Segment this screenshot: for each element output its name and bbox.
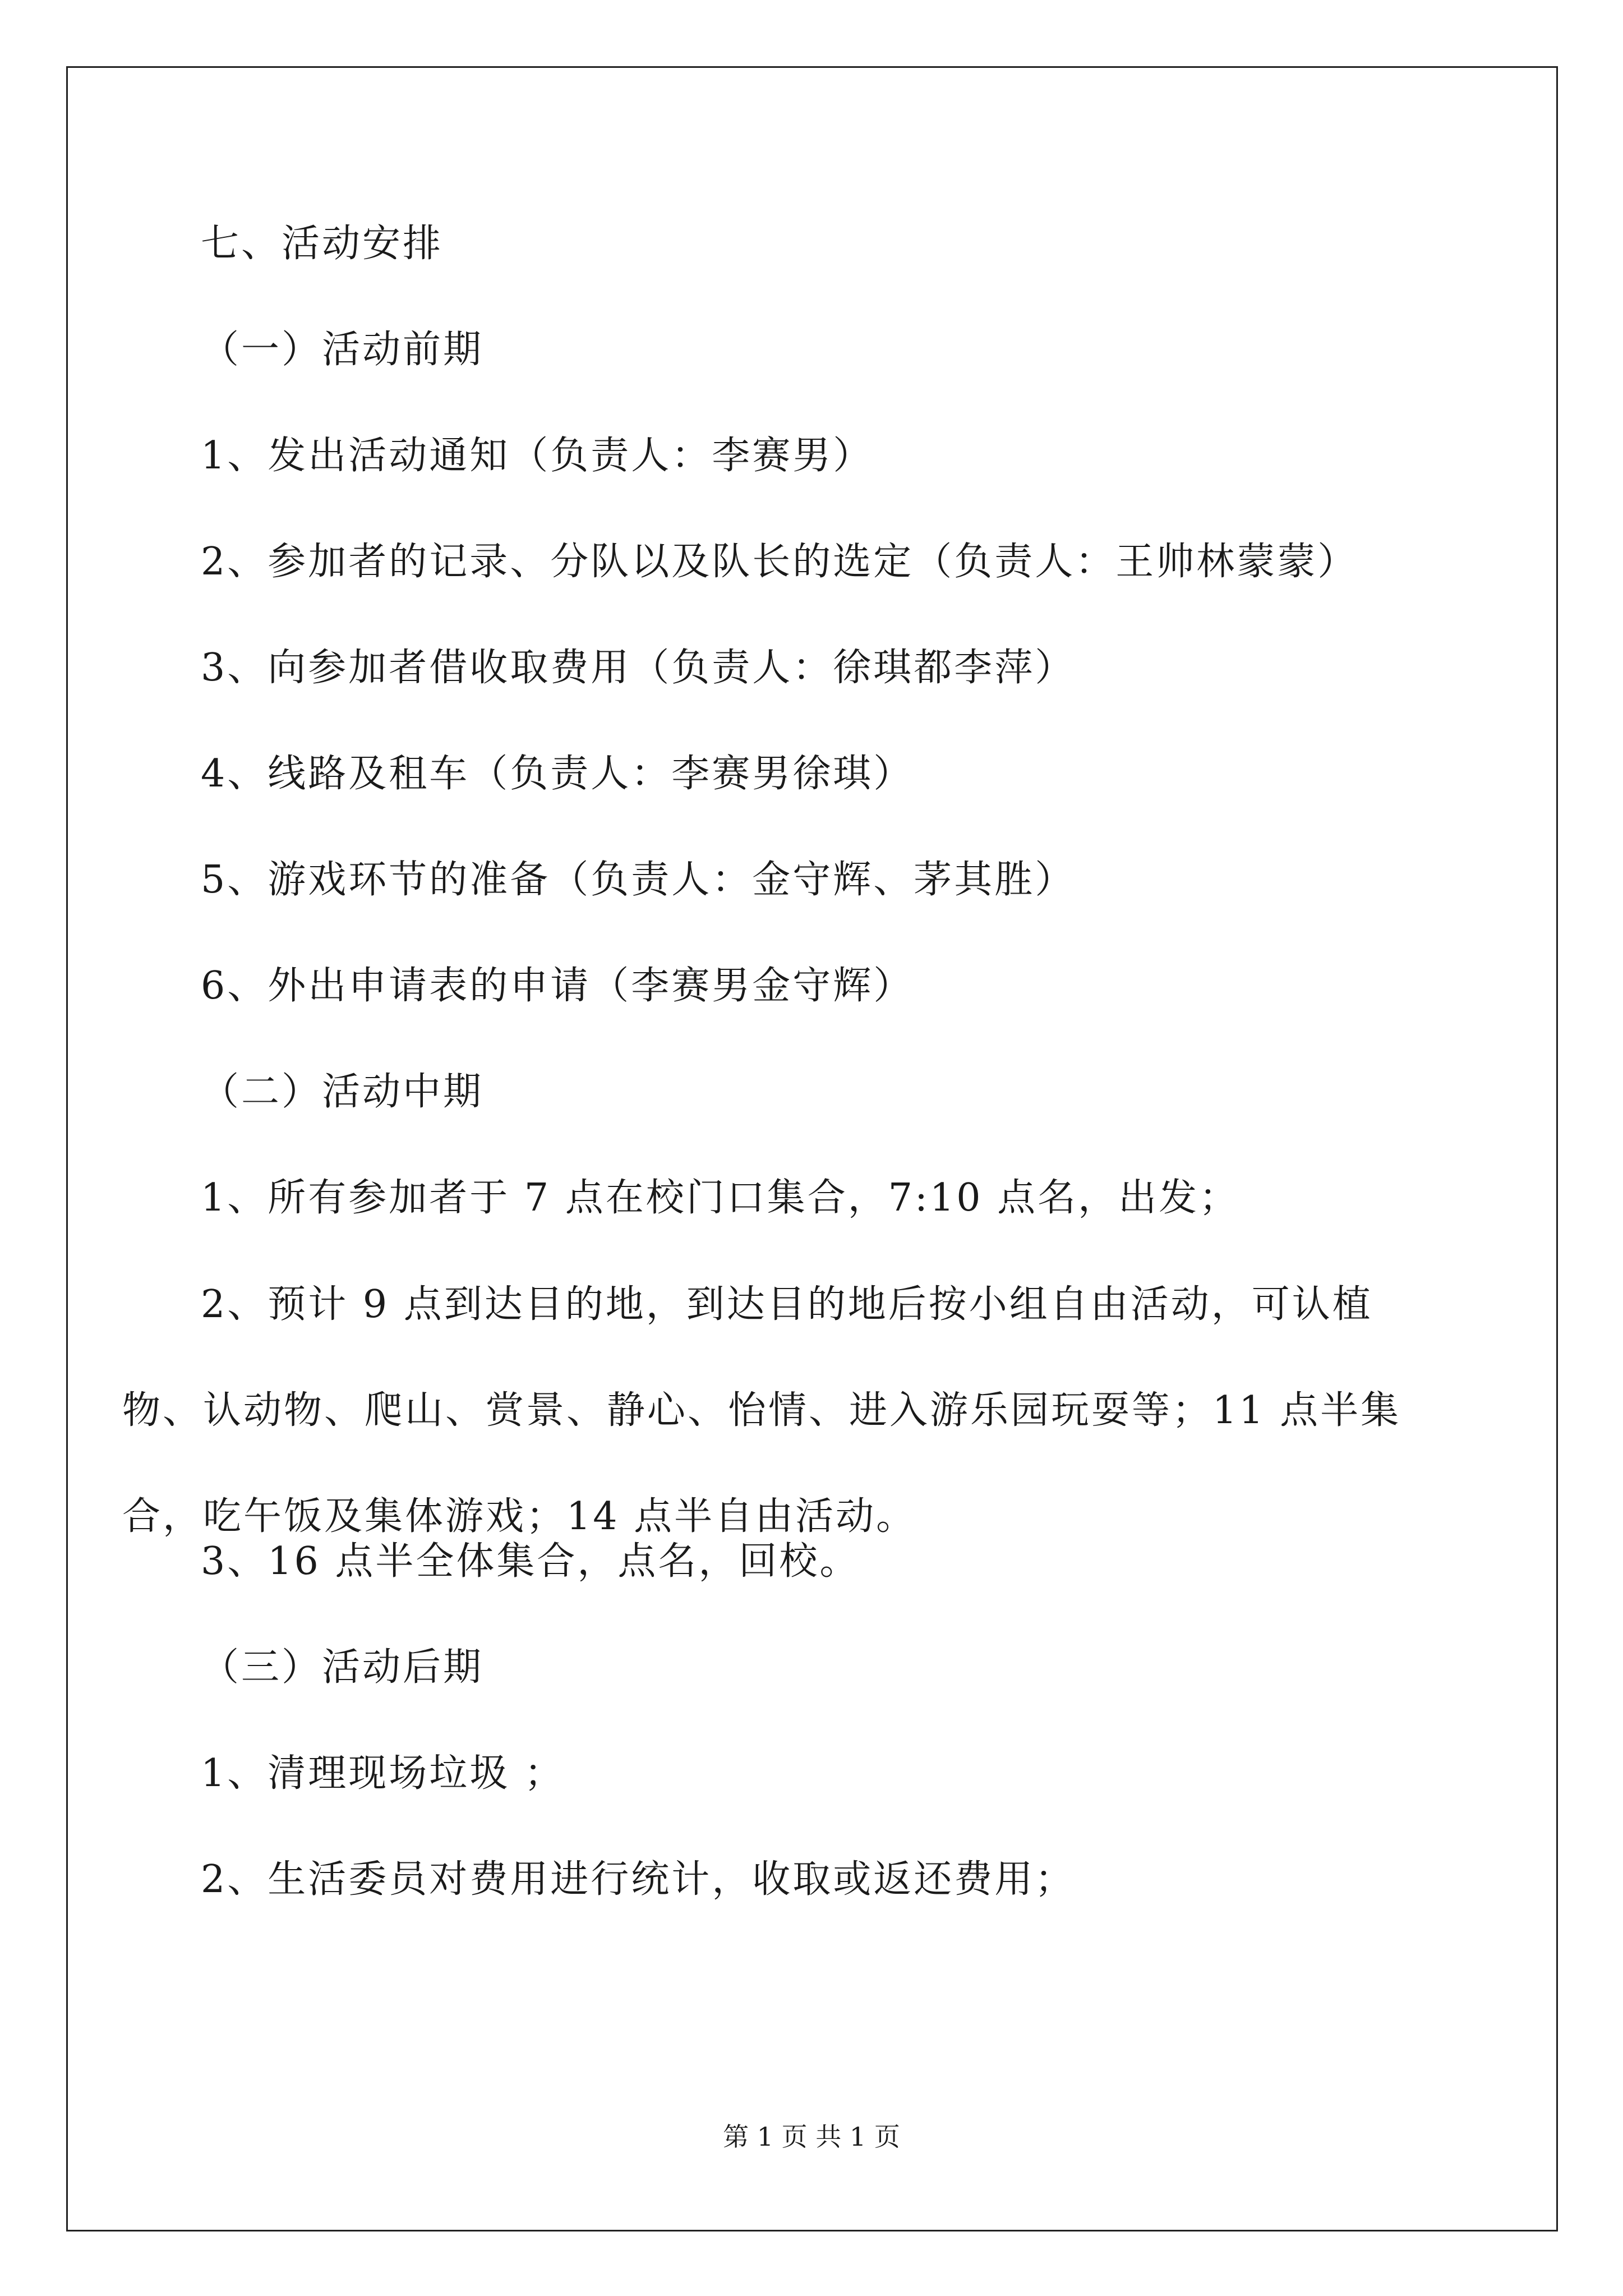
list-item: 1、清理现场垃圾 ； <box>201 1751 565 1796</box>
subsection-heading: （一）活动前期 <box>201 328 484 372</box>
list-item-multiline: 2、预计 9 点到达目的地，到达目的地后按小组自由活动，可认植物、认动物、爬山、赏景、静心、怡情、进入游乐园玩耍等；11 点半集合，吃午饭及集体游戏；14 点半自由活动。 <box>122 1282 1401 1539</box>
page-footer: 第 1 页 共 1 页 <box>723 2122 900 2152</box>
list-item: 1、发出活动通知（负责人：李赛男） <box>201 434 874 478</box>
list-item: 3、16 点半全体集合，点名，回校。 <box>201 1539 860 1584</box>
subsection-heading: （三）活动后期 <box>201 1645 484 1690</box>
section-heading: 七、活动安排 <box>201 222 444 266</box>
subsection-heading: （二）活动中期 <box>201 1070 484 1114</box>
document-body <box>122 222 1423 1963</box>
list-item: 5、游戏环节的准备（负责人：金守辉、茅其胜） <box>201 858 1076 902</box>
list-item: 2、参加者的记录、分队以及队长的选定（负责人：王帅林蒙蒙） <box>201 540 1358 584</box>
list-item: 6、外出申请表的申请（李赛男金守辉） <box>201 964 914 1008</box>
list-item: 2、生活委员对费用进行统计，收取或返还费用； <box>201 1857 1076 1902</box>
list-item: 3、向参加者借收取费用（负责人：徐琪都李萍） <box>201 646 1076 690</box>
list-item: 4、线路及租车（负责人：李赛男徐琪） <box>201 752 914 796</box>
list-item: 1、所有参加者于 7 点在校门口集合，7:10 点名，出发； <box>201 1176 1240 1220</box>
